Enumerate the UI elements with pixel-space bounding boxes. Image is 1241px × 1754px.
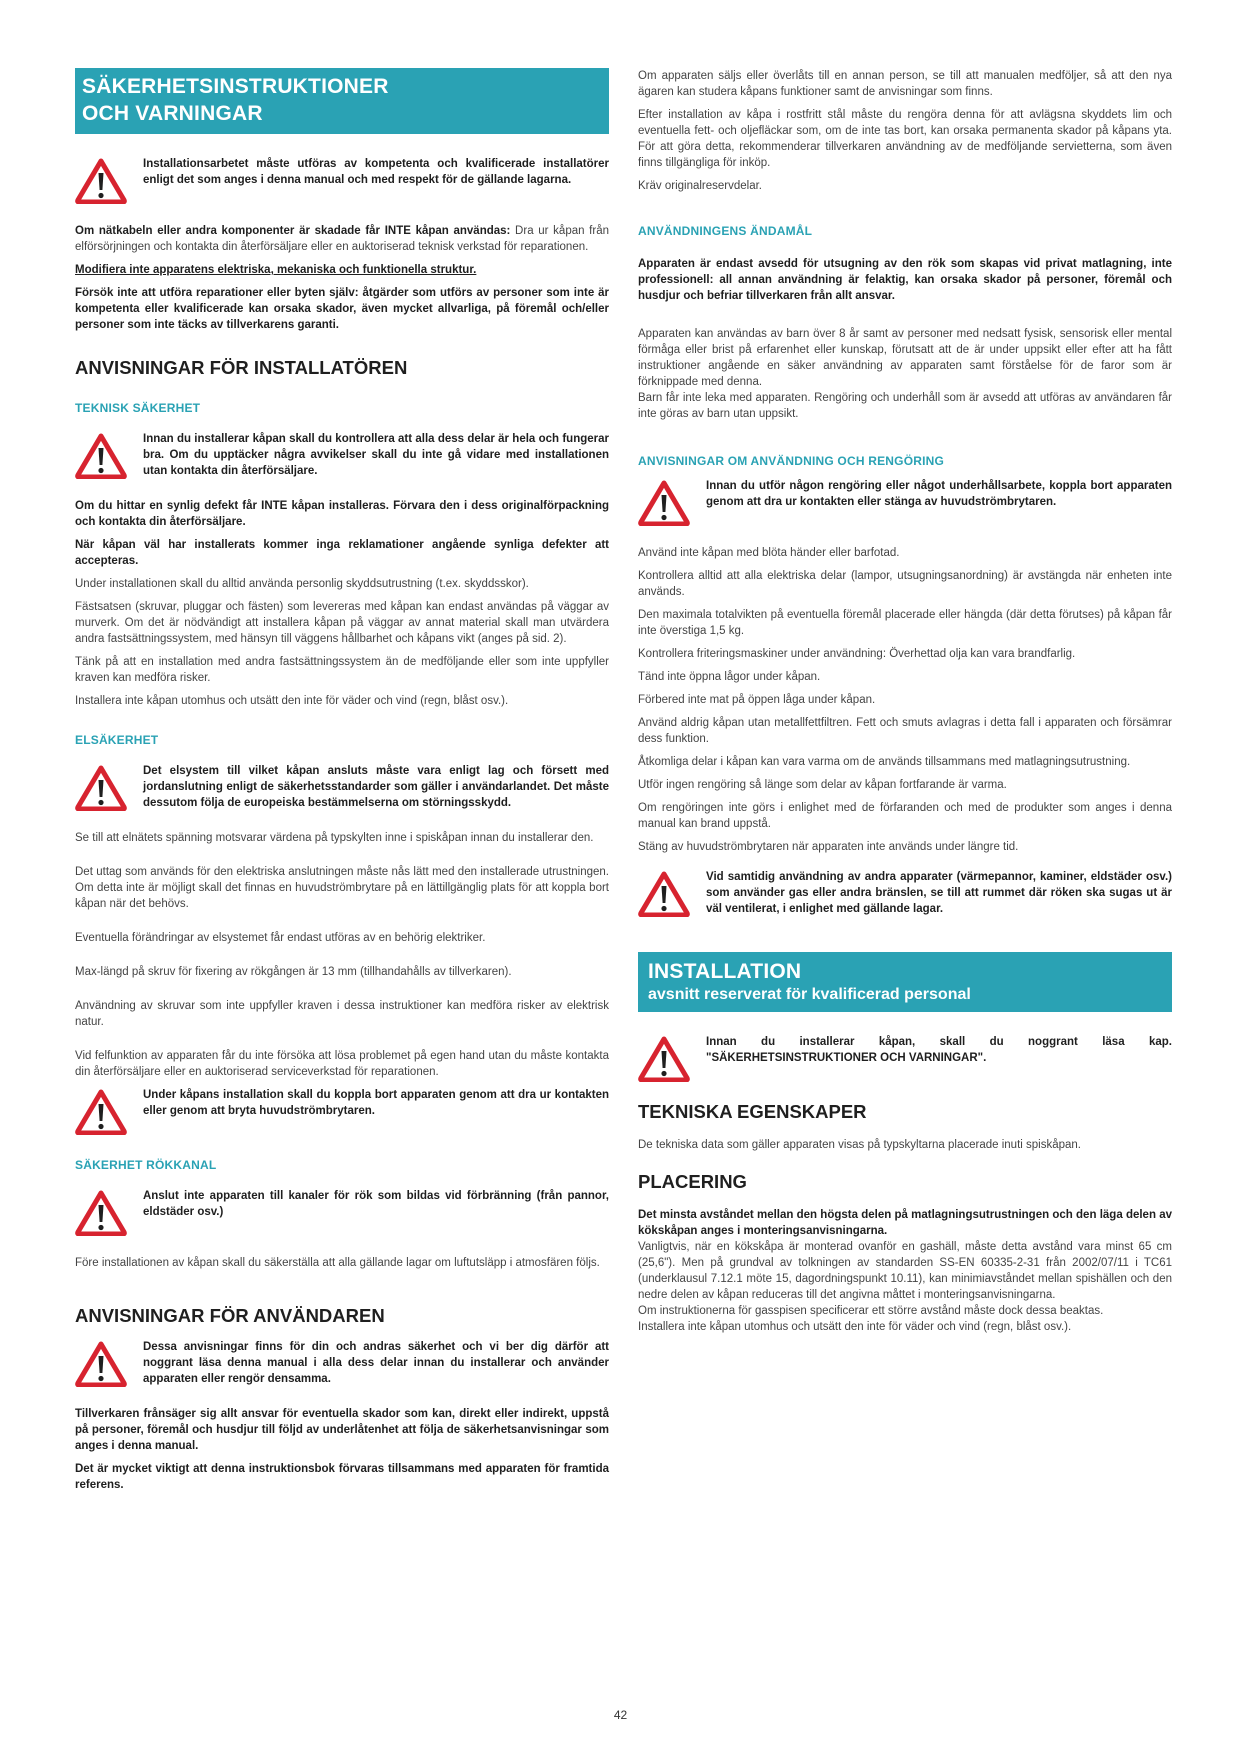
paragraph-defect: Om du hittar en synlig defekt får INTE kåpan installeras. Förvara den i dess originalförpackning och kontakta din återförsäljare. xyxy=(75,500,609,528)
subheading-flue-safety: SÄKERHET RÖKKANAL xyxy=(75,1158,217,1172)
warning-text: Innan du installerar kåpan, skall du noggrant läsa kap. "SÄKERHETSINSTRUKTIONER OCH VARNINGAR". xyxy=(706,1036,1172,1064)
subheading-use-cleaning: ANVISNINGAR OM ANVÄNDNING OCH RENGÖRING xyxy=(638,454,945,468)
list-item: Den maximala totalvikten på eventuella föremål placerade eller hängda (där detta förutses) på kåpan får inte överstiga 1,5 kg. xyxy=(638,609,1172,637)
installation-banner xyxy=(638,952,1172,1012)
paragraph-technical-specs: De tekniska data som gäller apparaten visas på typskyltarna placerade inuti spiskåpan. xyxy=(638,1139,1081,1151)
warning-triangle-icon xyxy=(638,871,696,922)
warning-block xyxy=(75,763,609,816)
right-column xyxy=(638,68,1172,1342)
list-item: Åtkomliga delar i kåpan kan vara varma om de används tillsammans med matlagningsutrustning. xyxy=(638,756,1131,768)
paragraph-outdoor: Installera inte kåpan utomhus och utsätt den inte för väder och vind (regn, blåst osv.). xyxy=(75,695,509,707)
paragraph-installed: När kåpan väl har installerats kommer inga reklamationer angående synliga defekter att accepteras. xyxy=(75,539,609,567)
paragraph-voltage: Se till att elnätets spänning motsvarar värdena på typskylten inne i spiskåpan innan du installerar den. xyxy=(75,832,594,844)
paragraph-keep-manual: Det är mycket viktigt att denna instruktionsbok förvaras tillsammans med apparaten för framtida referens. xyxy=(75,1463,609,1491)
paragraph-cable-rest: Dra ur kåpan från elförsörjningen och kontakta din återförsäljare eller en auktoriserad teknisk verkstad för reparationen. xyxy=(75,225,609,253)
list-item: Använd inte kåpan med blöta händer eller barfotad. xyxy=(638,547,900,559)
list-item: Kontrollera alltid att alla elektriska delar (lampor, utsugningsanordning) är avstängda när enheten inte används. xyxy=(638,570,1172,598)
heading-user: ANVISNINGAR FÖR ANVÄNDAREN xyxy=(75,1305,385,1326)
warning-triangle-icon xyxy=(638,480,696,531)
warning-triangle-icon xyxy=(75,1190,133,1241)
paragraph-malfunction: Vid felfunktion av apparaten får du inte försöka att lösa problemet på egen hand utan du måste kontakta din återförsäljare eller en auktoriserad serviceverkstad för reparationen. xyxy=(75,1050,609,1078)
subheading-purpose: ANVÄNDNINGENS ÄNDAMÅL xyxy=(638,224,813,238)
left-column xyxy=(75,68,609,1500)
warning-triangle-icon xyxy=(75,433,133,484)
warning-block xyxy=(638,478,1172,531)
paragraph-fasteners: Fästsatsen (skruvar, pluggar och fästen) som levereras med kåpan kan endast användas på väggar av murverk. Om det är nödvändigt att installera kåpan på väggar av annat material skall man utvärdera andra fastsättningssystem, med hänsyn till väggens hållbarhet och kåpans vikt (anges på sid. 2). xyxy=(75,601,609,645)
paragraph-purpose: Apparaten är endast avsedd för utsugning av den rök som skapas vid privat matlagning, inte professionell: all annan användning är felaktig, kan orsaka skador på personer, föremål och husdjur och befriar tillverkaren från allt ansvar. xyxy=(638,258,1172,302)
warning-triangle-icon xyxy=(75,1089,133,1140)
warning-block xyxy=(638,869,1172,922)
list-item: Tänd inte öppna lågor under kåpan. xyxy=(638,671,821,683)
paragraph-ppe: Under installationen skall du alltid använda personlig skyddsutrustning (t.ex. skyddsskor). xyxy=(75,578,529,590)
warning-triangle-icon xyxy=(75,1341,133,1392)
banner-title-line-2: OCH VARNINGAR xyxy=(82,102,263,125)
list-item: Använd aldrig kåpan utan metallfettfiltren. Fett och smuts avlagras i detta fall i apparaten och försämrar dess funktion. xyxy=(638,717,1172,745)
warning-block xyxy=(75,1087,609,1140)
warning-text: Anslut inte apparaten till kanaler för rök som bildas vid förbränning (från pannor, eldstäder osv.) xyxy=(143,1190,609,1218)
warning-block xyxy=(75,1339,609,1392)
installation-banner-subtitle: avsnitt reserverat för kvalificerad personal xyxy=(648,986,971,1003)
paragraph-cable-bold: Om nätkabeln eller andra komponenter är skadade får INTE kåpan användas: xyxy=(75,225,511,237)
page-number: 42 xyxy=(613,1708,628,1722)
list-item: Stäng av huvudströmbrytaren när apparaten inte används under längre tid. xyxy=(638,841,1019,853)
warning-triangle-icon xyxy=(638,1036,696,1087)
paragraph-play: Barn får inte leka med apparaten. Rengöring och underhåll som är avsedd att utföras av användaren får inte göras av barn utan uppsikt. xyxy=(638,392,1172,420)
safety-banner xyxy=(75,68,609,134)
subheading-electrical-safety: ELSÄKERHET xyxy=(75,733,159,747)
paragraph-placement-bold: Det minsta avståndet mellan den högsta delen på matlagningsutrustningen och den läga delen av kökskåpan anges i monteringsanvisningarna. xyxy=(638,1209,1172,1237)
list-item: Utför ingen rengöring så länge som delar av kåpan fortfarande är varma. xyxy=(638,779,1007,791)
warning-text: Innan du utför någon rengöring eller något underhållsarbete, koppla bort apparaten genom att dra ur kontakten eller stänga av huvudströmbrytaren. xyxy=(706,480,1172,508)
warning-text: Vid samtidig användning av andra apparater (värmepannor, kaminer, eldstäder osv.) som använder gas eller andra bränslen, se till att rummet där röken ska sugas ut är väl ventilerat, i enlighet med gällande lagar. xyxy=(706,871,1172,915)
warning-text: Innan du installerar kåpan skall du kontrollera att alla dess delar är hela och fungerar bra. Om du upptäcker några avvikelser skall du inte gå vidare med installationen utan kontakta din återförsäljare. xyxy=(143,433,609,477)
heading-technical-specs: TEKNISKA EGENSKAPER xyxy=(638,1101,867,1122)
list-item: Om rengöringen inte görs i enlighet med de förfaranden och med de produkter som anges i denna manual kan brand uppstå. xyxy=(638,802,1172,830)
warning-triangle-icon xyxy=(75,765,133,816)
warning-text: Installationsarbetet måste utföras av kompetenta och kvalificerade installatörer enligt det som anges i denna manual och med respekt för de gällande lagarna. xyxy=(143,158,609,186)
warning-text: Det elsystem till vilket kåpan ansluts måste vara enligt lag och försett med jordanslutning enligt de säkerhetsstandarder som gäller i användarlandet. Det måste dessutom följa de europeiska bestämmelserna om störningsskydd. xyxy=(143,765,609,809)
warning-text: Under kåpans installation skall du koppla bort apparaten genom att dra ur kontakten eller genom att bryta huvudströmbrytaren. xyxy=(143,1089,609,1117)
list-item: Förbered inte mat på öppen låga under kåpan. xyxy=(638,694,876,706)
paragraph-placement: Vanligtvis, när en kökskåpa är monterad ovanför en gashäll, måste detta avstånd vara minst 65 cm (25,6"). Men på grundval av tolkningen av standarden SS-EN 60335-2-31 från 2002/07/11 i TC61 (underklausul 7.12.1 möte 15, dagordningspunkt 10.11), kan minimiavståndet mellan spishällen och den nedre delen av kåpan reduceras till det angivna måttet i monteringsanvisningarna. xyxy=(638,1241,1172,1301)
heading-installer: ANVISNINGAR FÖR INSTALLATÖREN xyxy=(75,357,408,378)
paragraph-steel: Efter installation av kåpa i rostfritt stål måste du rengöra denna för att avlägsna skyddets lim och eventuella fett- och oljefläckar som, om de inte tas bort, kan orsaka permanenta skador på kåpans yta. För att göra detta, rekommenderar tillverkaren användning av de medföljande servietterna, som även finns tillgängliga för inköp. xyxy=(638,109,1172,169)
warning-block xyxy=(638,1034,1172,1087)
paragraph-children: Apparaten kan användas av barn över 8 år samt av personer med nedsatt fysisk, sensorisk eller mental förmåga eller brist på erfarenhet eller kunskap, förutsatt att de är under uppsikt eller efter att ha fått instruktioner angående en säker användning av apparaten samt förståelse för de faror som är förknippade med denna. xyxy=(638,328,1172,388)
heading-placement: PLACERING xyxy=(638,1171,747,1192)
paragraph-outlet: Det uttag som används för den elektriska anslutningen måste nås lätt med den installerade utrustningen. Om detta inte är möjligt skall det finnas en huvudströmbrytare på en lättillgänglig plats för att koppla bort kåpan när det behövs. xyxy=(75,866,609,910)
paragraph-modify: Modifiera inte apparatens elektriska, mekaniska och funktionella struktur. xyxy=(75,264,477,276)
installation-banner-title: INSTALLATION xyxy=(648,960,802,983)
subheading-technical-safety: TEKNISK SÄKERHET xyxy=(75,401,201,415)
paragraph-screws: Användning av skruvar som inte uppfyller kraven i dessa instruktioner kan medföra risker av elektrisk natur. xyxy=(75,1000,609,1028)
paragraph-liability: Tillverkaren frånsäger sig allt ansvar för eventuella skador som kan, direkt eller indirekt, uppstå på personer, föremål och husdjur till följd av underlåtenhet att följa de säkerhetsanvisningar som anges i denna manual. xyxy=(75,1408,609,1452)
banner-title-line-1: SÄKERHETSINSTRUKTIONER xyxy=(82,75,389,98)
warning-block xyxy=(75,1188,609,1241)
paragraph-repair: Försök inte att utföra reparationer eller byten själv: åtgärder som utförs av personer som inte är kompetenta eller kvalificerade kan orsaka skador, även mycket allvarliga, på föremål och/eller personer som inte täcks av tillverkarens garanti. xyxy=(75,287,609,331)
warning-text: Dessa anvisningar finns för din och andras säkerhet och vi ber dig därför att noggrant läsa denna manual i alla dess delar innan du installerar och använder apparaten eller rengör densamma. xyxy=(143,1341,609,1385)
paragraph-outdoor: Installera inte kåpan utomhus och utsätt den inte för väder och vind (regn, blåst osv.). xyxy=(638,1321,1072,1333)
paragraph-cable xyxy=(75,223,609,255)
paragraph-changes: Eventuella förändringar av elsystemet får endast utföras av en behörig elektriker. xyxy=(75,932,486,944)
paragraph-sold: Om apparaten säljs eller överlåts till en annan person, se till att manualen medföljer, så att den nya ägaren kan studera kåpans funktioner samt de anvisningar som finns. xyxy=(638,70,1172,98)
paragraph-spare-parts: Kräv originalreservdelar. xyxy=(638,180,763,192)
paragraph-other-fixing: Tänk på att en installation med andra fastsättningssystem än de medföljande eller som inte uppfyller kraven kan medföra risker. xyxy=(75,656,609,684)
warning-block xyxy=(75,431,609,484)
warning-block xyxy=(75,156,609,209)
list-item: Kontrollera friteringsmaskiner under användning: Överhettad olja kan vara brandfarlig. xyxy=(638,648,1076,660)
paragraph-max-length: Max-längd på skruv för fixering av rökgången är 13 mm (tillhandahålls av tillverkaren). xyxy=(75,966,512,978)
paragraph-gas: Om instruktionerna för gasspisen specificerar ett större avstånd måste dock dessa beaktas. xyxy=(638,1305,1104,1317)
warning-triangle-icon xyxy=(75,158,133,209)
paragraph-laws: Före installationen av kåpan skall du säkerställa att alla gällande lagar om luftutsläpp i atmosfären följs. xyxy=(75,1257,600,1269)
